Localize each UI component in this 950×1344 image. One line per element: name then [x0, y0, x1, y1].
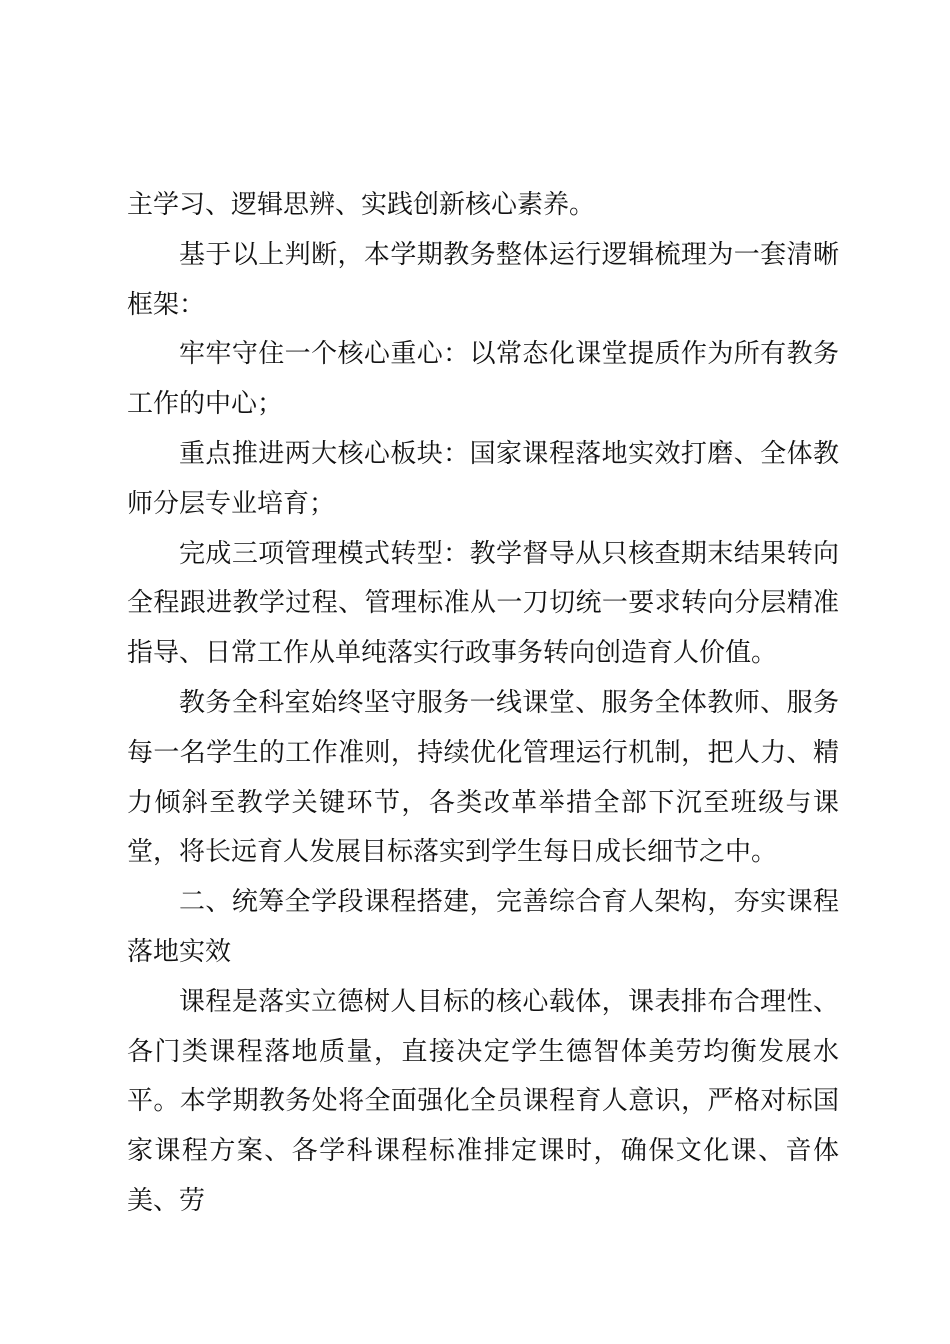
paragraph-continuation: 主学习、逻辑思辨、实践创新核心素养。: [127, 190, 596, 220]
section-heading-two: 二、统筹全学段课程搭建，完善综合育人架构，夯实课程落地实效: [127, 887, 839, 967]
document-body: [127, 181, 839, 1227]
paragraph-two-modules: 重点推进两大核心板块：国家课程落地实效打磨、全体教师分层专业培育；: [127, 438, 839, 519]
paragraph-core-focus: 牢牢守住一个核心重心：以常态化课堂提质作为所有教务工作的中心；: [127, 339, 839, 420]
paragraph-three-transitions: 完成三项管理模式转型：教学督导从只核查期末结果转向全程跟进教学过程、管理标准从一刀切统一要求转向分层精准指导、日常工作从单纯落实行政事务转向创造育人价值。: [127, 538, 839, 669]
paragraph-curriculum: 课程是落实立德树人目标的核心载体，课表排布合理性、各门类课程落地质量，直接决定学生德智体美劳均衡发展水平。本学期教务处将全面强化全员课程育人意识，严格对标国家课程方案、各学科课程标准排定课时，确保文化课、音体美、劳: [127, 986, 839, 1216]
paragraph-service-principle: 教务全科室始终坚守服务一线课堂、服务全体教师、服务每一名学生的工作准则，持续优化管理运行机制，把人力、精力倾斜至教学关键环节，各类改革举措全部下沉至班级与课堂，将长远育人发展目标落实到学生每日成长细节之中。: [127, 687, 839, 868]
paragraph-framework-intro: 基于以上判断，本学期教务整体运行逻辑梳理为一套清晰框架：: [127, 239, 839, 320]
